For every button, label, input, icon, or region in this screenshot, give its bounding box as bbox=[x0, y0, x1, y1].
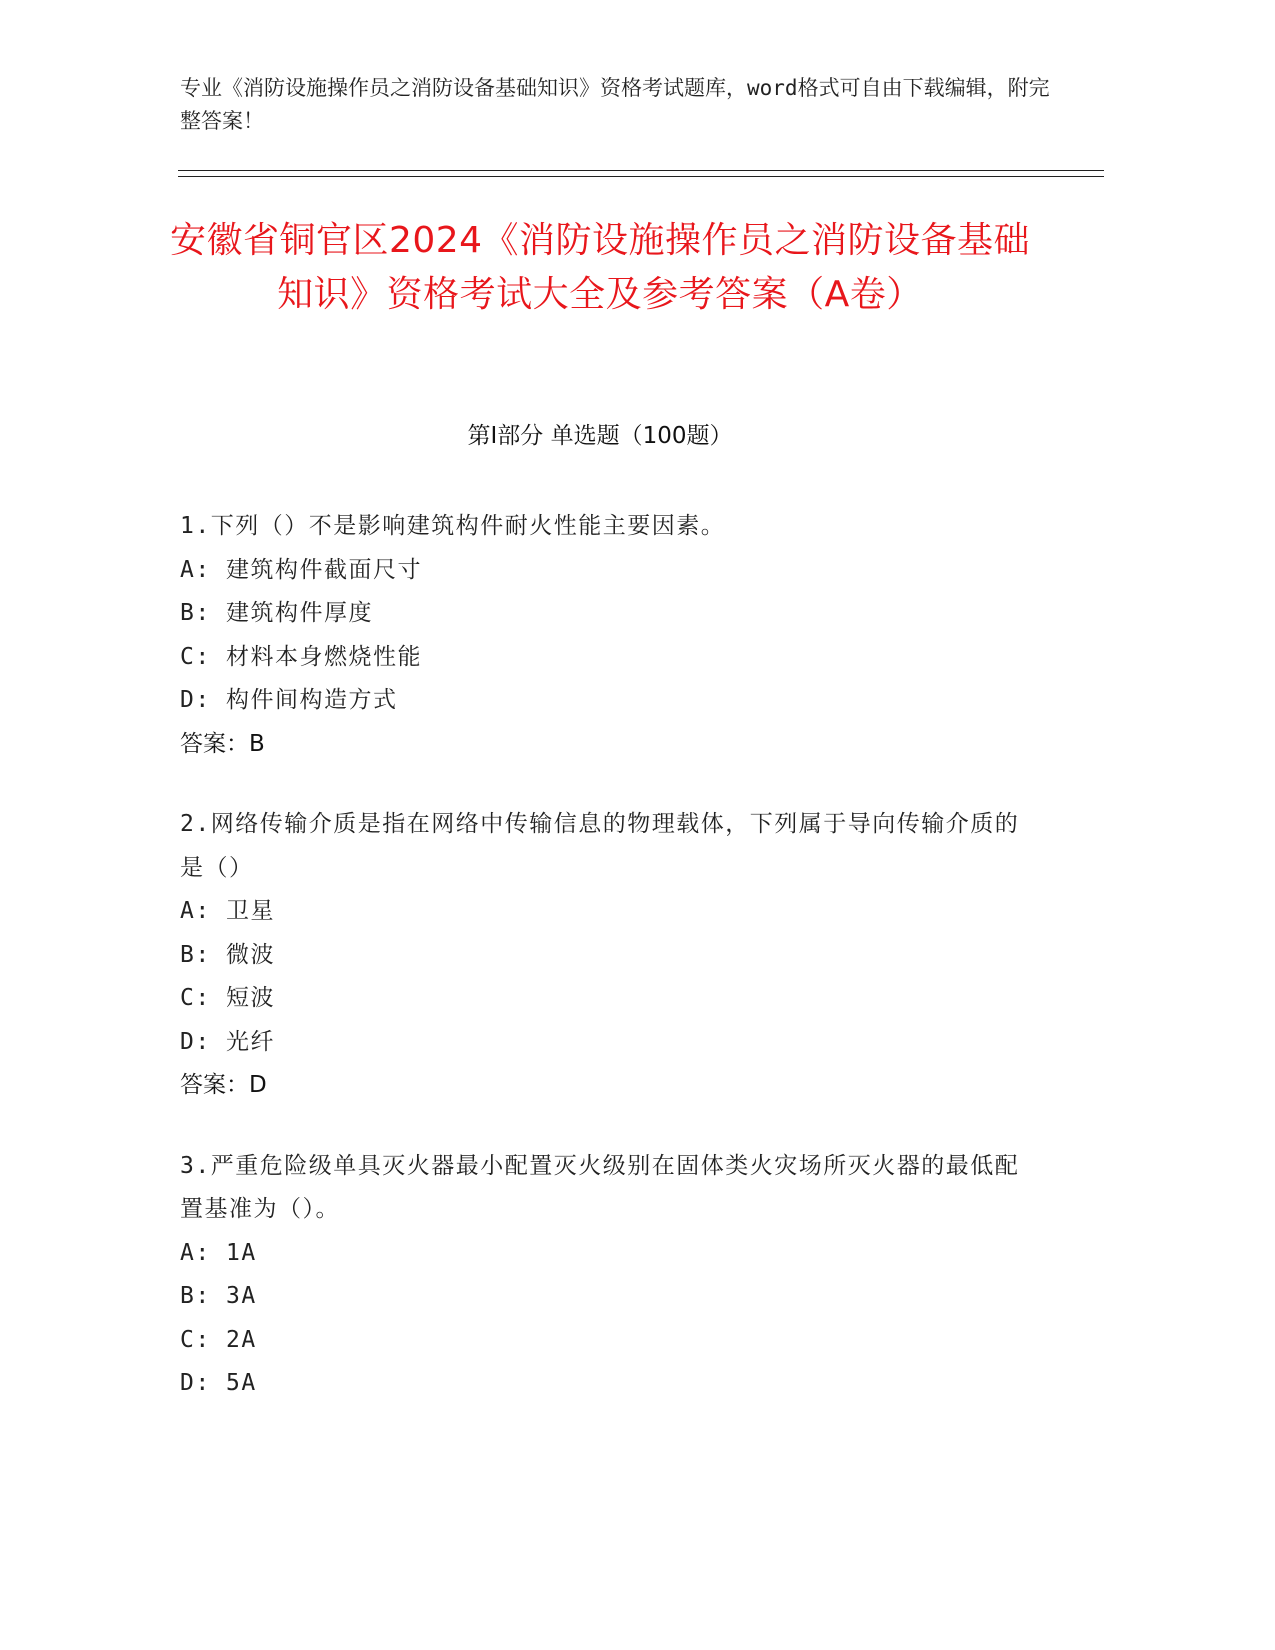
option-b: B: 3A bbox=[180, 1283, 257, 1309]
question-stem: 2.网络传输介质是指在网络中传输信息的物理载体，下列属于导向传输介质的是（） bbox=[180, 811, 1020, 881]
section-heading: 第I部分 单选题（100题） bbox=[467, 423, 733, 449]
option-c: C: 短波 bbox=[180, 985, 276, 1011]
question-list bbox=[180, 505, 1030, 1443]
header-note: 专业《消防设施操作员之消防设备基础知识》资格考试题库，word格式可自由下载编辑，附完整答案！ bbox=[180, 76, 1050, 133]
option-d: D: 构件间构造方式 bbox=[180, 687, 398, 713]
option-a: A: 1A bbox=[180, 1239, 257, 1266]
option-d: D: 光纤 bbox=[180, 1028, 276, 1055]
option-d: D: 5A bbox=[180, 1370, 257, 1396]
header-divider-top bbox=[178, 170, 1104, 171]
option-b: B: 建筑构件厚度 bbox=[180, 600, 374, 626]
question-stem: 1.下列（）不是影响建筑构件耐火性能主要因素。 bbox=[180, 513, 726, 539]
option-b: B: 微波 bbox=[180, 941, 276, 968]
question-item bbox=[180, 505, 1030, 766]
option-a: A: 建筑构件截面尺寸 bbox=[180, 556, 423, 583]
question-stem: 3.严重危险级单具灭火器最小配置灭火级别在固体类火灾场所灭火器的最低配置基准为（）。 bbox=[180, 1152, 1020, 1222]
answer-line: 答案：D bbox=[180, 1072, 267, 1098]
option-c: C: 材料本身燃烧性能 bbox=[180, 643, 423, 670]
question-item bbox=[180, 803, 1030, 1108]
question-item bbox=[180, 1145, 1030, 1406]
header-divider-bottom bbox=[178, 176, 1104, 177]
option-c: C: 2A bbox=[180, 1326, 257, 1353]
document-title: 安徽省铜官区2024《消防设施操作员之消防设备基础知识》资格考试大全及参考答案（A卷） bbox=[169, 220, 1031, 315]
answer-line: 答案：B bbox=[180, 730, 265, 757]
option-a: A: 卫星 bbox=[180, 898, 276, 924]
